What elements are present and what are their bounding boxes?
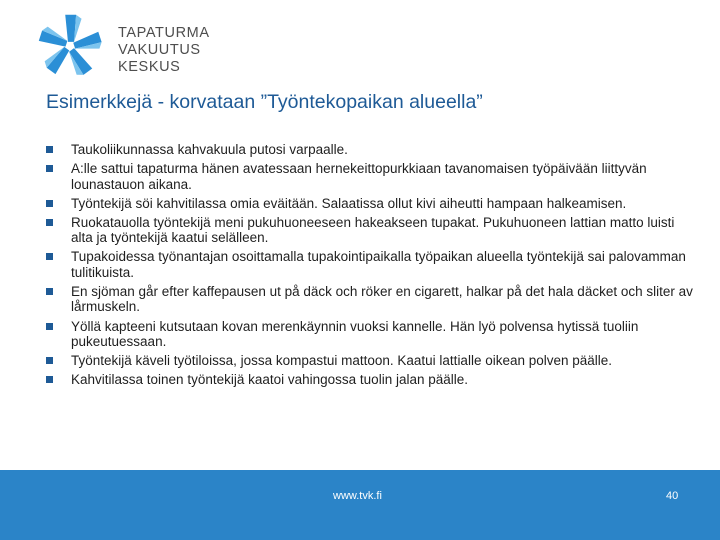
square-bullet-icon [46, 253, 53, 260]
bullet-item [46, 353, 696, 369]
bullet-text: Yöllä kapteeni kutsutaan kovan merenkäynnin vuoksi kannelle. Hän lyö polvensa hytissä tuoliin pukeutuessaan. [71, 318, 639, 350]
bullet-item [46, 215, 696, 246]
logo-line-2: VAKUUTUS [118, 42, 201, 58]
bullet-item [46, 372, 696, 388]
logo-line-1: TAPATURMA [118, 25, 210, 41]
bullet-text: En sjöman går efter kaffepausen ut på däck och röker en cigarett, halkar på det hala däcket och sliter av lårmuskeln. [71, 283, 693, 315]
bullet-list [46, 142, 696, 391]
logo-wordmark [118, 25, 210, 76]
bullet-item [46, 196, 696, 212]
footer-url: www.tvk.fi [333, 490, 382, 502]
bullet-text: Työntekijä söi kahvitilassa omia eväitään. Salaatissa ollut kivi aiheutti hampaan halkeamisen. [71, 195, 627, 211]
bullet-item [46, 142, 696, 158]
star-logo-icon [34, 12, 106, 80]
bullet-text: Tupakoidessa työnantajan osoittamalla tupakointipaikalla työpaikan alueella työntekijä sai palovamman tulitikuista. [71, 249, 686, 280]
bullet-text: Taukoliikunnassa kahvakuula putosi varpaalle. [71, 142, 348, 157]
slide-title: Esimerkkejä - korvataan ”Työntekopaikan alueella” [46, 91, 483, 113]
logo-line-3: KESKUS [118, 59, 181, 75]
square-bullet-icon [46, 200, 53, 207]
bullet-text: Ruokatauolla työntekijä meni pukuhuoneeseen hakeakseen tupakat. Pukuhuoneen lattian matto luisti alta ja työntekijä kaatui selälleen. [71, 214, 675, 246]
bullet-text: A:lle sattui tapaturma hänen avatessaan hernekeittopurkkiaan tavanomaisen työpäivään liittyvän lounastauon aikana. [71, 161, 647, 192]
square-bullet-icon [46, 146, 53, 153]
bullet-text: Työntekijä käveli työtiloissa, jossa kompastui mattoon. Kaatui lattialle oikean polven päälle. [71, 353, 613, 369]
page-number: 40 [666, 490, 679, 502]
bullet-item [46, 161, 696, 192]
square-bullet-icon [46, 219, 53, 226]
square-bullet-icon [46, 376, 53, 383]
square-bullet-icon [46, 288, 53, 295]
square-bullet-icon [46, 323, 53, 330]
footer-bar [0, 470, 720, 540]
square-bullet-icon [46, 165, 53, 172]
bullet-text: Kahvitilassa toinen työntekijä kaatoi vahingossa tuolin jalan päälle. [71, 372, 469, 388]
bullet-item [46, 319, 696, 350]
bullet-item [46, 249, 696, 280]
square-bullet-icon [46, 357, 53, 364]
company-logo [34, 12, 224, 80]
bullet-item [46, 284, 696, 315]
